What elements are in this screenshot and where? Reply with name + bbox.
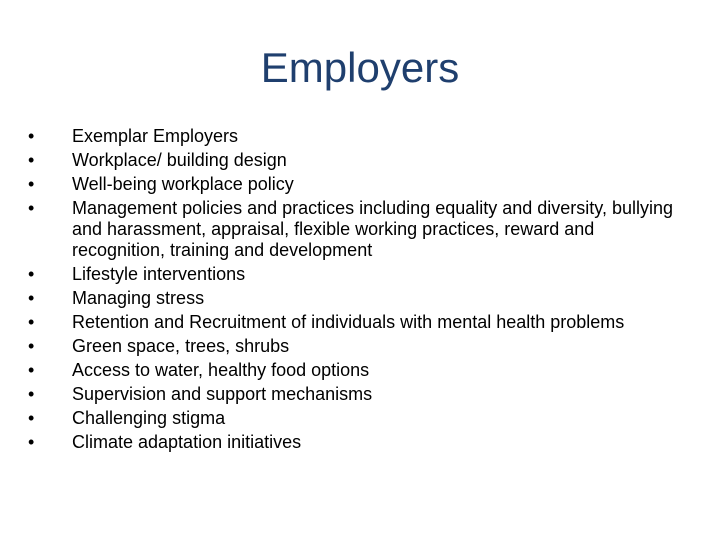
slide-title: Employers — [260, 44, 460, 91]
bullet-icon: • — [28, 312, 35, 332]
bullet-icon: • — [28, 264, 35, 284]
list-item-text: Exemplar Employers — [72, 126, 239, 146]
list-item-text: Workplace/ building design — [72, 150, 287, 170]
bullet-icon: • — [28, 198, 35, 218]
list-item — [28, 126, 678, 147]
list-item — [28, 408, 678, 429]
bullet-icon: • — [28, 384, 35, 404]
list-item — [28, 264, 678, 285]
list-item — [28, 150, 678, 171]
list-item — [28, 360, 678, 381]
list-item-text: Managing stress — [72, 288, 205, 308]
list-item-text: Climate adaptation initiatives — [72, 432, 302, 452]
list-item-text: Management policies and practices including equality and diversity, bullying and harassment, appraisal, flexible working practices, reward and recognition, training and development — [72, 198, 674, 260]
bullet-list — [28, 126, 678, 456]
bullet-icon: • — [28, 432, 35, 452]
list-item — [28, 336, 678, 357]
list-item — [28, 384, 678, 405]
list-item-text: Green space, trees, shrubs — [72, 336, 290, 356]
list-item-text: Access to water, healthy food options — [72, 360, 370, 380]
bullet-icon: • — [28, 360, 35, 380]
bullet-icon: • — [28, 126, 35, 146]
list-item — [28, 432, 678, 453]
list-item-text: Well-being workplace policy — [72, 174, 294, 194]
bullet-icon: • — [28, 150, 35, 170]
list-item-text: Lifestyle interventions — [72, 264, 246, 284]
list-item-text: Challenging stigma — [72, 408, 226, 428]
list-item — [28, 288, 678, 309]
list-item-text: Supervision and support mechanisms — [72, 384, 373, 404]
list-item-text: Retention and Recruitment of individuals with mental health problems — [72, 312, 625, 332]
list-item — [28, 198, 678, 261]
list-item — [28, 312, 678, 333]
bullet-icon: • — [28, 336, 35, 356]
bullet-icon: • — [28, 288, 35, 308]
list-item — [28, 174, 678, 195]
bullet-icon: • — [28, 408, 35, 428]
bullet-icon: • — [28, 174, 35, 194]
